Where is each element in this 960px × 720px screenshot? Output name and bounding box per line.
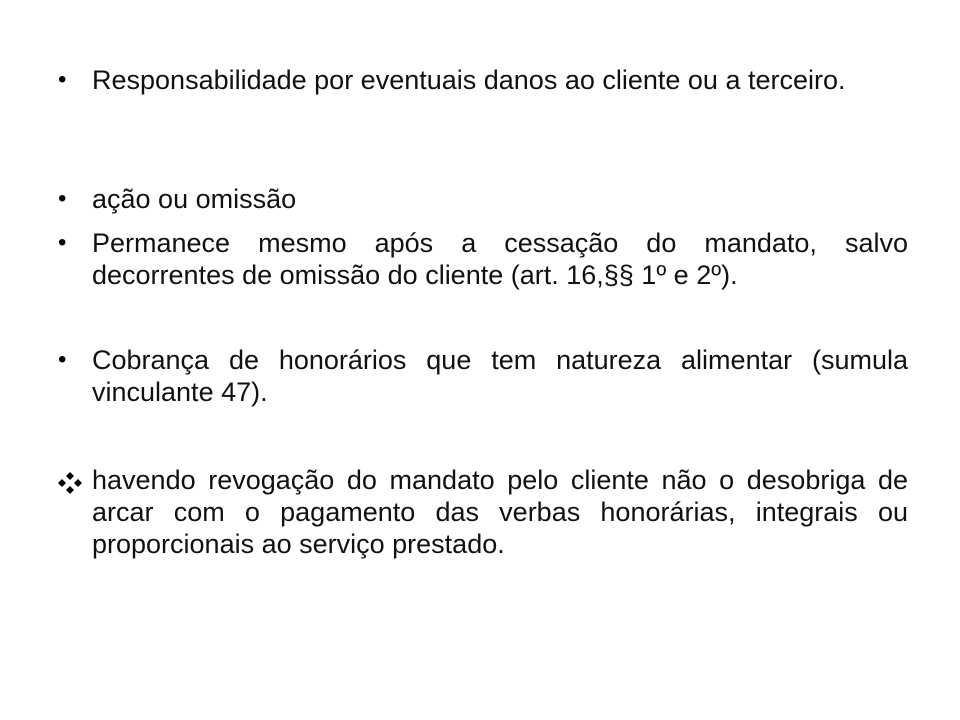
list-item-text: Responsabilidade por eventuais danos ao cliente ou a terceiro.	[92, 65, 846, 95]
bullet: •	[58, 185, 67, 212]
list-item-revogacao	[58, 464, 908, 560]
list-item-responsabilidade	[58, 64, 908, 96]
list-item-acao-omissao	[58, 183, 908, 215]
list-item-permanece	[58, 227, 908, 291]
bullet: •	[58, 229, 67, 256]
bullet: •	[58, 346, 67, 373]
list-item-text: Permanece mesmo após a cessação do mandato, salvo decorrentes de omissão do cliente (art. 16,§§ 1º e 2º).	[92, 228, 908, 290]
list-item-text: ação ou omissão	[92, 184, 297, 214]
four-diamond-bullet-icon	[58, 464, 92, 496]
bullet: •	[58, 66, 67, 93]
list-item-cobranca	[58, 344, 908, 408]
list-item-text: havendo revogação do mandato pelo cliente não o desobriga de arcar com o pagamento das verbas honorárias, integrais ou proporcionais ao serviço prestado.	[92, 465, 908, 559]
list-item-text: Cobrança de honorários que tem natureza alimentar (sumula vinculante 47).	[92, 345, 908, 407]
